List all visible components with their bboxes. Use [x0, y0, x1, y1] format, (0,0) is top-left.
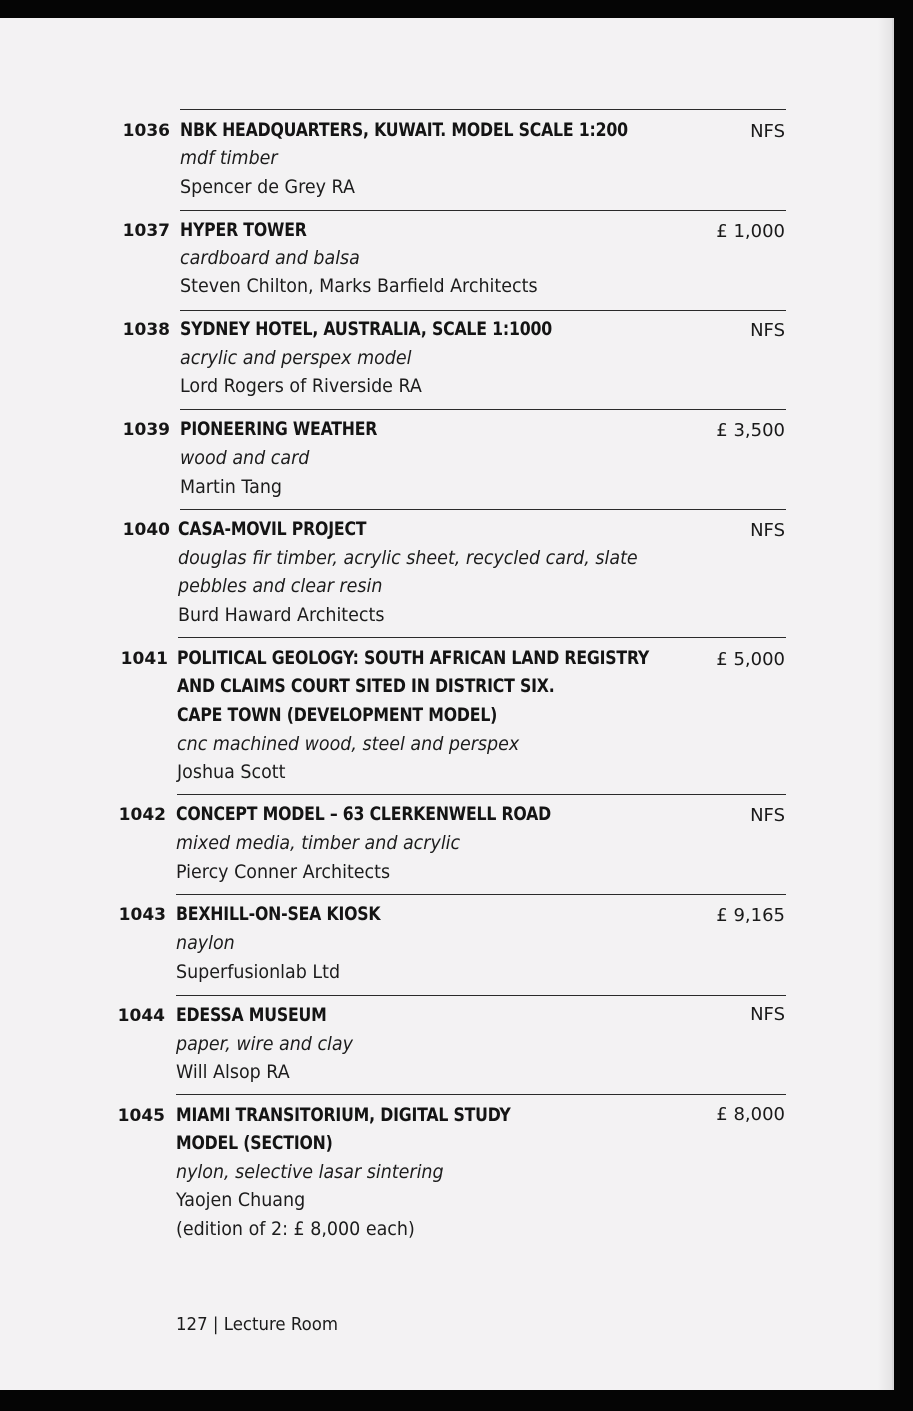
page-number: 127	[176, 1314, 208, 1335]
entry-price: £ 3,500	[716, 420, 785, 441]
entry-artist: Spencer de Grey RA	[180, 176, 355, 198]
entry-artist: Steven Chilton, Marks Barfield Architects	[180, 275, 538, 297]
entry-title: SYDNEY HOTEL, AUSTRALIA, SCALE 1:1000	[180, 318, 553, 340]
entry-number: 1038	[122, 320, 170, 340]
entry-divider	[178, 637, 786, 638]
entry-artist: Piercy Conner Architects	[176, 861, 391, 883]
entry-medium: pebbles and clear resin	[178, 575, 383, 597]
entry-number: 1041	[120, 649, 168, 669]
entry-number: 1039	[122, 420, 170, 440]
entry-title: BEXHILL-ON-SEA KIOSK	[176, 903, 381, 925]
entry-title: HYPER TOWER	[180, 219, 307, 241]
entry-title: MIAMI TRANSITORIUM, DIGITAL STUDY	[176, 1104, 511, 1126]
entry-medium: mdf timber	[180, 147, 278, 169]
entry-edition-note: (edition of 2: £ 8,000 each)	[176, 1218, 415, 1240]
entry-price: £ 5,000	[716, 649, 785, 670]
page-edge	[878, 18, 892, 1390]
entry-divider	[180, 409, 786, 410]
page-footer	[176, 1314, 338, 1335]
section-name: Lecture Room	[223, 1314, 339, 1335]
entry-medium: acrylic and perspex model	[180, 347, 412, 369]
entry-artist: Burd Haward Architects	[178, 604, 385, 626]
entry-artist: Will Alsop RA	[176, 1061, 290, 1083]
entry-title: CONCEPT MODEL – 63 CLERKENWELL ROAD	[176, 803, 552, 825]
entry-medium: naylon	[176, 932, 235, 954]
entry-medium: cardboard and balsa	[180, 247, 360, 269]
entry-artist: Yaojen Chuang	[176, 1189, 306, 1211]
entry-number: 1042	[118, 805, 166, 825]
entry-number: 1037	[122, 221, 170, 241]
entry-title: NBK HEADQUARTERS, KUWAIT. MODEL SCALE 1:200	[180, 119, 628, 141]
entry-medium: nylon, selective lasar sintering	[176, 1161, 444, 1183]
entry-title: CASA-MOVIL PROJECT	[178, 518, 367, 540]
entry-artist: Martin Tang	[180, 476, 283, 498]
footer-separator: |	[212, 1314, 219, 1335]
entry-divider	[176, 995, 786, 996]
entry-divider	[180, 210, 786, 211]
entry-price: £ 8,000	[716, 1104, 785, 1125]
entry-price: NFS	[750, 320, 785, 341]
entry-divider	[180, 310, 786, 311]
entry-number: 1040	[122, 520, 170, 540]
entry-title: MODEL (SECTION)	[176, 1132, 333, 1154]
entry-divider	[176, 894, 786, 895]
entry-title: PIONEERING WEATHER	[180, 418, 378, 440]
entry-divider	[177, 794, 786, 795]
catalogue-page	[0, 18, 892, 1390]
entry-number: 1044	[117, 1006, 165, 1026]
entry-title: CAPE TOWN (DEVELOPMENT MODEL)	[177, 704, 498, 726]
entry-divider	[176, 1094, 786, 1095]
entry-title: EDESSA MUSEUM	[176, 1004, 327, 1026]
entry-medium: cnc machined wood, steel and perspex	[177, 733, 520, 755]
entry-price: NFS	[750, 520, 785, 541]
entry-divider	[180, 509, 786, 510]
entry-medium: wood and card	[180, 447, 310, 469]
entry-price: NFS	[750, 121, 785, 142]
entry-title: POLITICAL GEOLOGY: SOUTH AFRICAN LAND REGISTRY	[177, 647, 650, 669]
entry-artist: Joshua Scott	[177, 761, 286, 783]
entry-medium: mixed media, timber and acrylic	[176, 832, 461, 854]
entry-price: NFS	[750, 805, 785, 826]
entry-price: £ 9,165	[716, 905, 785, 926]
entry-divider	[180, 109, 786, 110]
entry-title: AND CLAIMS COURT SITED IN DISTRICT SIX.	[177, 675, 555, 697]
entry-medium: paper, wire and clay	[176, 1033, 353, 1055]
entry-number: 1045	[117, 1106, 165, 1126]
entry-price: NFS	[750, 1004, 785, 1025]
entry-artist: Superfusionlab Ltd	[176, 961, 341, 983]
entry-price: £ 1,000	[716, 221, 785, 242]
entry-medium: douglas fir timber, acrylic sheet, recycled card, slate	[178, 547, 638, 569]
entry-artist: Lord Rogers of Riverside RA	[180, 375, 422, 397]
entry-number: 1043	[118, 905, 166, 925]
entry-number: 1036	[122, 121, 170, 141]
